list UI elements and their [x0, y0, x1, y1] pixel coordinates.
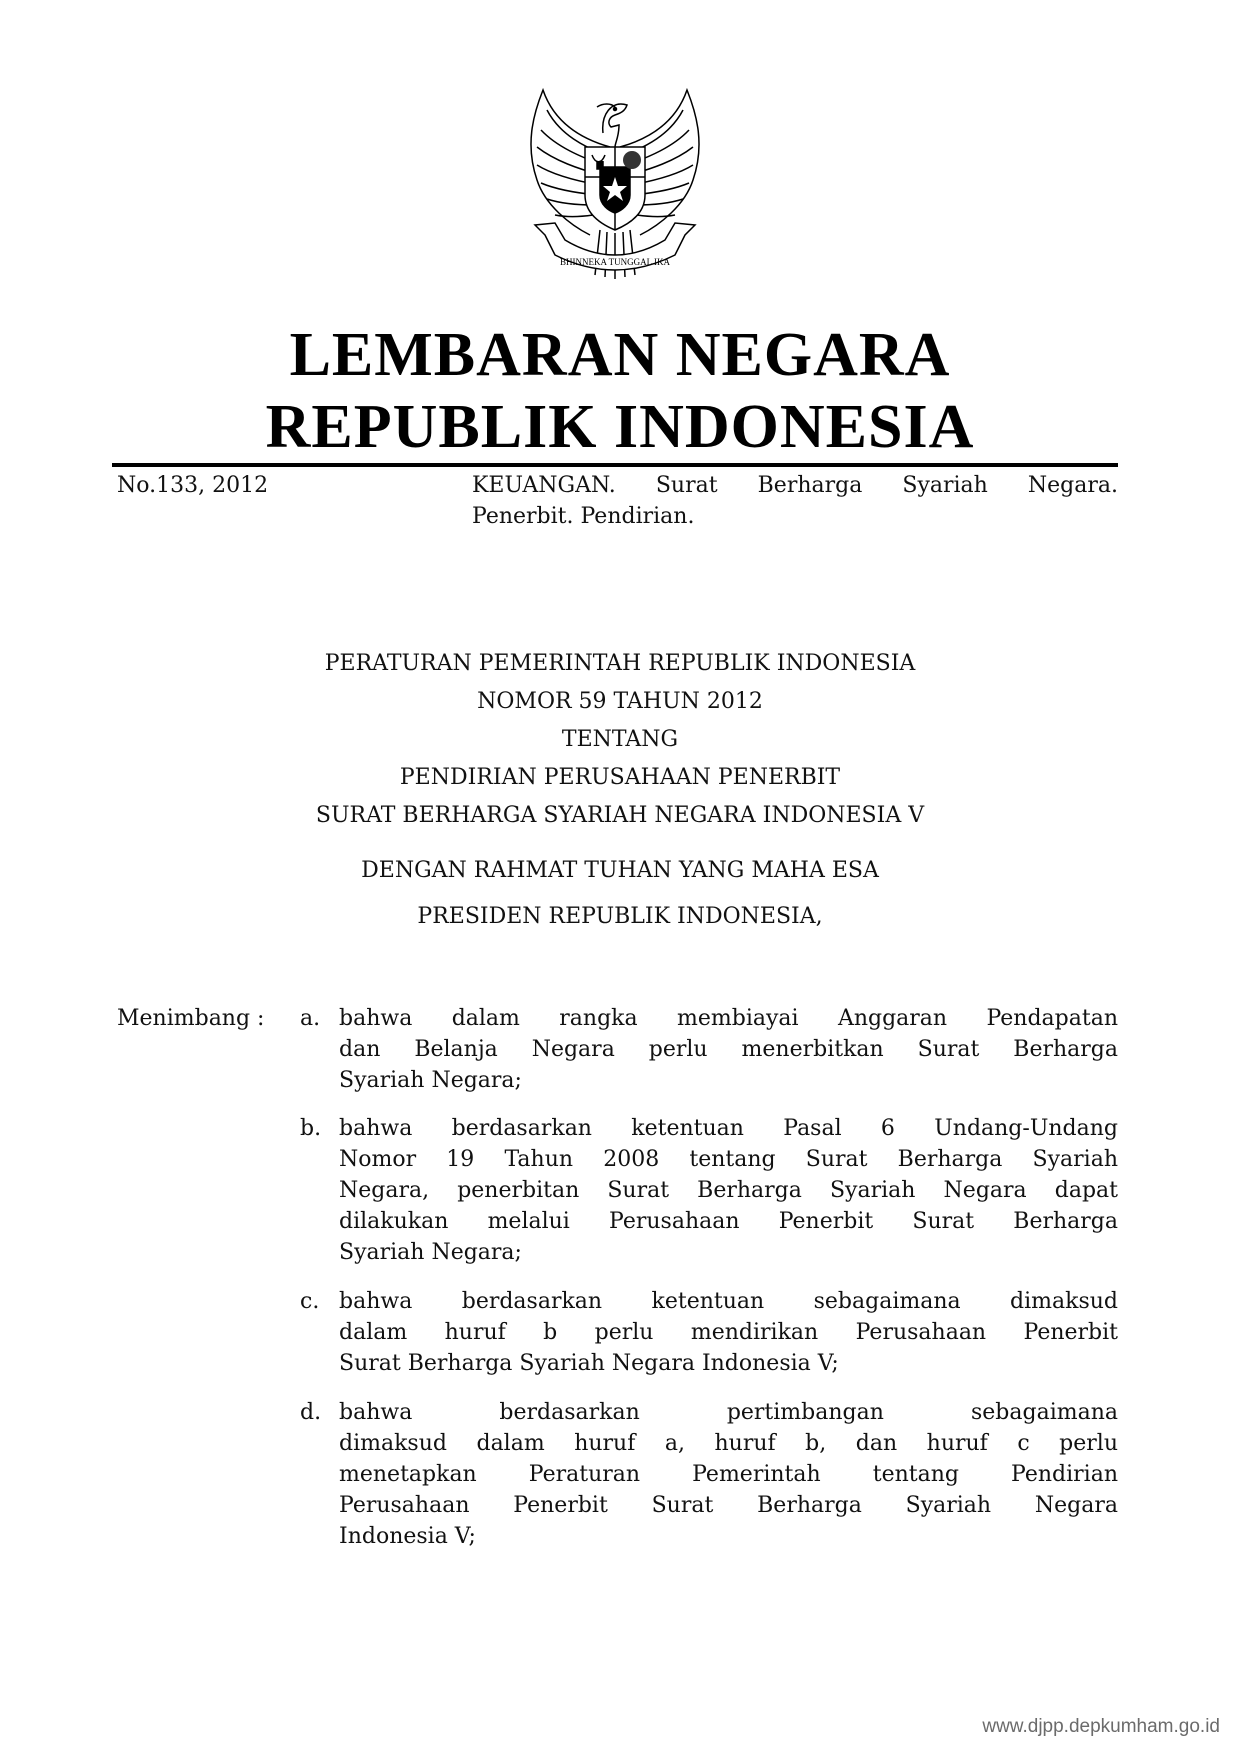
item-text — [339, 1003, 1118, 1096]
text-line: menetapkan Peraturan Pemerintah tentang Pendirian — [339, 1462, 1118, 1487]
text-line: Syariah Negara; — [339, 1068, 522, 1093]
gazette-subject — [472, 470, 1118, 532]
regulation-subject-line1: PENDIRIAN PERUSAHAAN PENERBIT — [399, 765, 841, 790]
header-divider — [112, 463, 1118, 467]
text-line: Syariah Negara; — [339, 1240, 522, 1265]
text-line: dalam huruf b perlu mendirikan Perusahaan Penerbit — [339, 1320, 1118, 1345]
regulation-number: NOMOR 59 TAHUN 2012 — [477, 689, 763, 714]
text-line: dimaksud dalam huruf a, huruf b, dan huruf c perlu — [339, 1431, 1118, 1456]
subject-line: KEUANGAN. Surat Berharga Syariah Negara. — [472, 473, 1118, 498]
regulation-about: TENTANG — [561, 727, 679, 752]
text-line: bahwa berdasarkan ketentuan Pasal 6 Undang-Undang — [339, 1116, 1118, 1141]
text-line: dan Belanja Negara perlu menerbitkan Surat Berharga — [339, 1037, 1118, 1062]
considering-label: Menimbang : — [117, 1006, 265, 1031]
preamble-line: PRESIDEN REPUBLIK INDONESIA, — [417, 904, 823, 929]
text-line: Perusahaan Penerbit Surat Berharga Syariah Negara — [339, 1493, 1118, 1518]
item-letter: a. — [300, 1006, 321, 1031]
item-letter: d. — [300, 1400, 322, 1425]
item-letter: c. — [300, 1289, 320, 1314]
text-line: bahwa berdasarkan ketentuan sebagaimana dimaksud — [339, 1289, 1118, 1314]
subject-line: Penerbit. Pendirian. — [472, 504, 695, 529]
gazette-number: No.133, 2012 — [117, 473, 269, 498]
text-line: dilakukan melalui Perusahaan Penerbit Surat Berharga — [339, 1209, 1118, 1234]
text-line: bahwa dalam rangka membiayai Anggaran Pendapatan — [339, 1006, 1118, 1031]
preamble-line: DENGAN RAHMAT TUHAN YANG MAHA ESA — [361, 858, 879, 883]
preamble — [0, 848, 1240, 940]
text-line: Nomor 19 Tahun 2008 tentang Surat Berharga Syariah — [339, 1147, 1118, 1172]
regulation-subject-line2: SURAT BERHARGA SYARIAH NEGARA INDONESIA V — [315, 803, 925, 828]
text-line: Surat Berharga Syariah Negara Indonesia V; — [339, 1351, 839, 1376]
gazette-title-line1: LEMBARAN NEGARA — [289, 321, 951, 389]
regulation-type: PERATURAN PEMERINTAH REPUBLIK INDONESIA — [324, 651, 916, 676]
svg-text:BHINNEKA TUNGGAL IKA: BHINNEKA TUNGGAL IKA — [560, 257, 670, 267]
gazette-title-line2: REPUBLIK INDONESIA — [265, 393, 975, 461]
regulation-heading — [0, 645, 1240, 835]
garuda-emblem-icon — [515, 85, 715, 290]
item-letter: b. — [300, 1116, 322, 1141]
item-text — [339, 1113, 1118, 1268]
text-line: Negara, penerbitan Surat Berharga Syariah Negara dapat — [339, 1178, 1118, 1203]
item-text — [339, 1397, 1118, 1552]
text-line: Indonesia V; — [339, 1524, 476, 1549]
item-text — [339, 1286, 1118, 1379]
text-line: bahwa berdasarkan pertimbangan sebagaimana — [339, 1400, 1118, 1425]
footer-url: www.djpp.depkumham.go.id — [982, 1716, 1220, 1737]
